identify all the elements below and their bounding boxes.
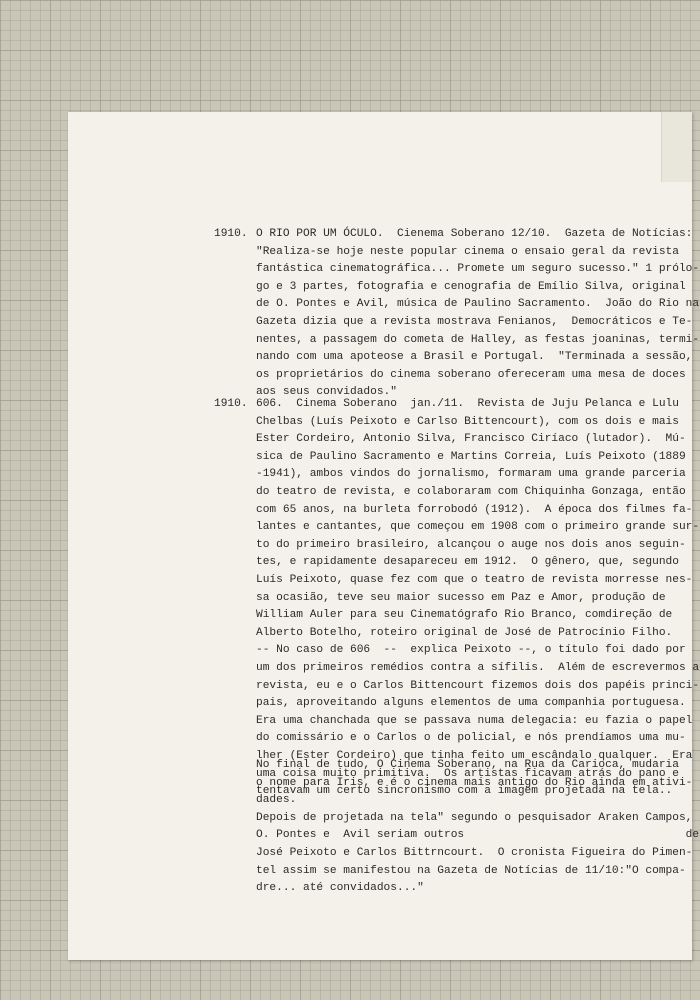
text-line: um dos primeiros remédios contra a sífilis. Além de escrevermos a (256, 662, 700, 674)
text-line: to do primeiro brasileiro, alcançou o auge nos dois anos seguin- (256, 538, 686, 551)
text-line: dades. (256, 794, 297, 807)
text-line: com 65 anos, na burleta forrobodó (1912). A época dos filmes fa- (256, 503, 693, 516)
text-line: Gazeta dizia que a revista mostrava Fenianos, Democráticos e Te- (256, 316, 693, 328)
text-line: Depois de projetada na tela" segundo o pesquisador Araken Campos, (256, 811, 693, 824)
text-line: No final de tudo, O Cinema Soberano, na Rua da Carioca, mudaria (256, 759, 679, 771)
text-line: O RIO POR UM ÓCULO. Cienema Soberano 12/10. Gazeta de Notícias: (256, 228, 693, 240)
text-line: William Auler para seu Cinematógrafo Rio Branco, comdireção de (256, 609, 673, 622)
text-line: -1941), ambos vindos do jornalismo, formaram uma grande parceria (256, 468, 686, 481)
entry-year: 1910. (214, 228, 248, 240)
text-line: pais, aproveitando alguns elementos de uma companhia portuguesa. (256, 697, 686, 710)
page-tab-fold (661, 112, 692, 182)
text-line: -- No caso de 606 -- explica Peixoto --, o título foi dado por (256, 644, 686, 657)
entry-year: 1910. (214, 398, 248, 410)
text-line: o nome para Iris, e é o cinema mais antigo do Rio ainda em ativi- (256, 776, 693, 789)
text-line: do teatro de revista, e colaboraram com Chiquinha Gonzaga, então (256, 486, 686, 498)
text-line: "Realiza-se hoje neste popular cinema o ensaio geral da revista (256, 245, 679, 258)
text-line: Chelbas (Luís Peixoto e Carlso Bittencourt), com os dois e mais (256, 415, 679, 428)
text-line: tes, e rapidamente desapareceu em 1912. O gênero, que, segundo (256, 556, 679, 569)
text-line: nentes, a passagem do cometa de Halley, as festas joaninas, termi- (256, 333, 700, 346)
text-line: tentavam um certo sincronismo com a imagem projetada na tela.. (256, 785, 673, 798)
text-line: aos seus convidados." (256, 386, 397, 399)
text-line: dre... até convidados..." (256, 882, 424, 895)
text-line: fantástica cinematográfica... Promete um seguro sucesso." 1 prólo- (256, 263, 700, 276)
text-line: Ester Cordeiro, Antonio Silva, Francisco Ciríaco (lutador). Mú- (256, 433, 686, 446)
text-line: lher (Ester Cordeiro) que tinha feito um escândalo qualquer. Era (256, 750, 693, 762)
text-line: revista, eu e o Carlos Bittencourt fizemos dois dos papéis princi- (256, 679, 700, 692)
text-line: os proprietários do cinema soberano ofereceram uma mesa de doces (256, 368, 686, 381)
text-line: go e 3 partes, fotografia e cenografia de Emílio Silva, original (256, 280, 686, 293)
text-line: Luís Peixoto, quase fez com que o teatro de revista morresse nes- (256, 574, 693, 586)
document-page (68, 112, 700, 960)
text-line: lantes e cantantes, que começou em 1908 com o primeiro grande sur- (256, 521, 700, 534)
text-line: Alberto Botelho, roteiro original de José de Patrocínio Filho. (256, 626, 673, 639)
text-line: 606. Cinema Soberano jan./11. Revista de Juju Pelanca e Lulu (256, 398, 679, 410)
text-line: sica de Paulino Sacramento e Martins Correia, Luís Peixoto (1889 (256, 450, 686, 463)
text-line: uma coisa muito primitiva. Os artistas ficavam atrás do pano e (256, 767, 679, 780)
text-line: de O. Pontes e Avil, música de Paulino Sacramento. João do Rio na (256, 298, 700, 311)
text-line: O. Pontes e Avil seriam outros de (256, 829, 700, 842)
text-line: sa ocasião, teve seu maior sucesso em Paz e Amor, produção de (256, 591, 666, 604)
text-line: tel assim se manifestou na Gazeta de Notícias de 11/10:"O compa- (256, 864, 686, 877)
text-line: Era uma chanchada que se passava numa delegacia: eu fazia o papel (256, 714, 693, 727)
text-line: José Peixoto e Carlos Bittrncourt. O cronista Figueira do Pimen- (256, 847, 693, 859)
text-line: do comissário e o Carlos o de policial, e nós prendíamos uma mu- (256, 732, 686, 745)
text-line: nando com uma apoteose a Brasil e Portugal. "Terminada a sessão, (256, 351, 693, 364)
